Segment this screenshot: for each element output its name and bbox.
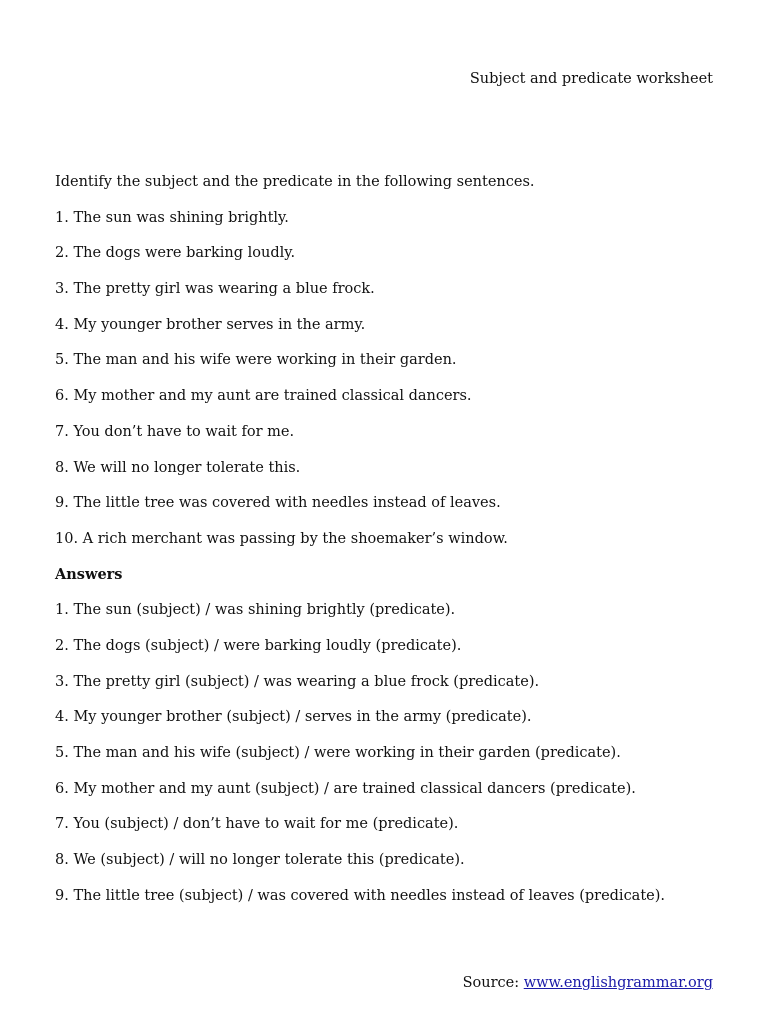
question-7: 7. You don’t have to wait for me. xyxy=(55,423,295,440)
question-3: 3. The pretty girl was wearing a blue frock. xyxy=(55,281,375,298)
question-9: 9. The little tree was covered with needles instead of leaves. xyxy=(55,495,501,512)
question-5: 5. The man and his wife were working in their garden. xyxy=(55,352,457,369)
question-6: 6. My mother and my aunt are trained classical dancers. xyxy=(55,388,472,405)
instructions: Identify the subject and the predicate in the following sentences. xyxy=(55,174,535,190)
answer-6: 6. My mother and my aunt (subject) / are trained classical dancers (predicate). xyxy=(55,780,636,797)
answers-heading: Answers xyxy=(55,565,123,583)
worksheet-body xyxy=(55,173,725,922)
answer-9: 9. The little tree (subject) / was covered with needles instead of leaves (predicate). xyxy=(55,887,666,904)
answer-7: 7. You (subject) / don’t have to wait for me (predicate). xyxy=(55,816,459,833)
source-footer xyxy=(463,974,713,992)
answer-8: 8. We (subject) / will no longer tolerate this (predicate). xyxy=(55,852,465,869)
source-label: Source: xyxy=(462,975,524,991)
question-10: 10. A rich merchant was passing by the shoemaker’s window. xyxy=(55,530,508,547)
answer-5: 5. The man and his wife (subject) / were working in their garden (predicate). xyxy=(55,745,621,761)
worksheet-title: Subject and predicate worksheet xyxy=(469,71,713,87)
source-link[interactable]: www.englishgrammar.org xyxy=(523,975,713,991)
question-2: 2. The dogs were barking loudly. xyxy=(55,245,296,262)
answer-2: 2. The dogs (subject) / were barking loudly (predicate). xyxy=(55,637,462,654)
question-8: 8. We will no longer tolerate this. xyxy=(55,459,301,476)
question-4: 4. My younger brother serves in the army. xyxy=(55,316,366,333)
question-1: 1. The sun was shining brightly. xyxy=(55,209,289,226)
answer-1: 1. The sun (subject) / was shining brightly (predicate). xyxy=(55,602,456,619)
answer-3: 3. The pretty girl (subject) / was wearing a blue frock (predicate). xyxy=(55,673,540,690)
answer-4: 4. My younger brother (subject) / serves in the army (predicate). xyxy=(55,709,532,726)
